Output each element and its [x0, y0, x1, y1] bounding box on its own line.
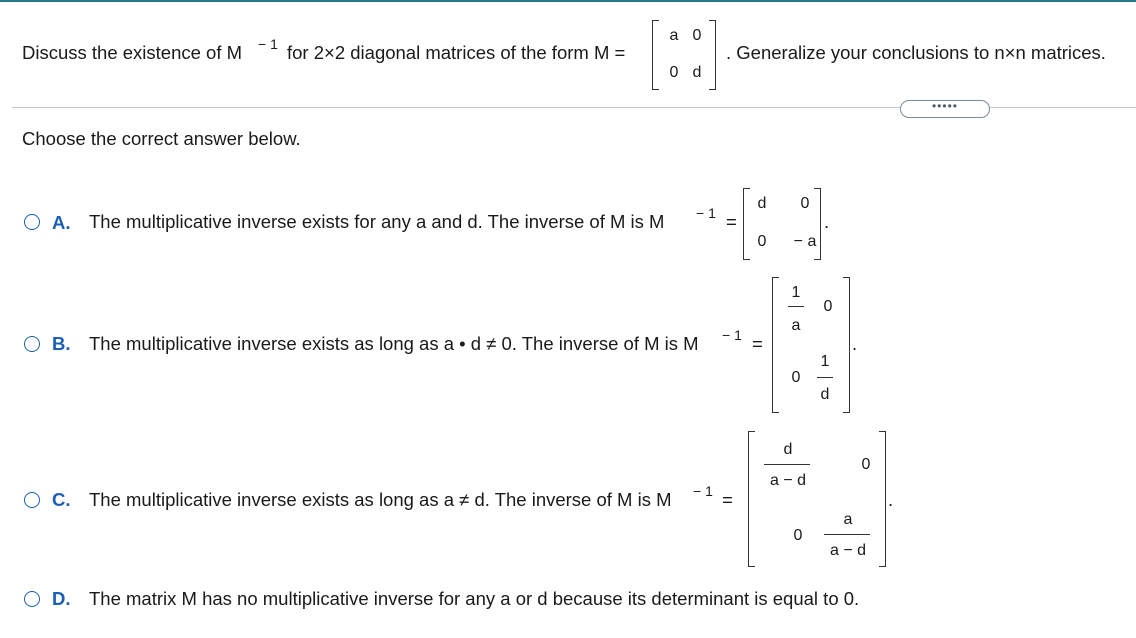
more-options-button[interactable]: •••••: [900, 100, 990, 118]
matrix-left-bracket: [748, 431, 755, 567]
trailing-period: .: [888, 489, 894, 510]
question-text-part1: Discuss the existence of M: [22, 42, 243, 63]
matrix-right-bracket: [879, 431, 886, 567]
matrix-right-bracket: [843, 277, 850, 413]
equals-sign: =: [726, 211, 737, 232]
fraction-numerator: a: [843, 511, 853, 528]
question-text-part3: . Generalize your conclusions to n×n matrices.: [726, 42, 1106, 63]
radio-button-b[interactable]: [24, 336, 40, 352]
option-letter: B.: [52, 333, 71, 354]
matrix-cell: 0: [692, 27, 702, 44]
question-superscript: − 1: [258, 36, 278, 52]
fraction-numerator: 1: [791, 284, 801, 301]
option-letter: D.: [52, 588, 71, 609]
question-text-part2: for 2×2 diagonal matrices of the form M =: [287, 42, 626, 63]
matrix-left-bracket: [652, 20, 659, 90]
matrix-left-bracket: [772, 277, 779, 413]
matrix-cell: d: [692, 64, 702, 81]
option-letter: A.: [52, 212, 71, 233]
matrix-cell: 0: [823, 298, 833, 315]
option-superscript: − 1: [722, 327, 742, 343]
radio-button-c[interactable]: [24, 492, 40, 508]
fraction-denominator: a − d: [829, 542, 867, 559]
top-accent-line: [0, 0, 1136, 2]
fraction-numerator: d: [783, 441, 793, 458]
matrix-cell: 0: [757, 233, 767, 250]
option-text: The multiplicative inverse exists for any a and d. The inverse of M is M: [89, 211, 665, 232]
instruction-text: Choose the correct answer below.: [22, 128, 301, 149]
trailing-period: .: [824, 211, 830, 232]
matrix-cell: 0: [800, 195, 810, 212]
fraction-denominator: a − d: [769, 472, 807, 489]
matrix-cell: 0: [791, 369, 801, 386]
radio-button-d[interactable]: [24, 591, 40, 607]
option-letter: C.: [52, 489, 71, 510]
fraction-denominator: d: [820, 386, 830, 403]
option-superscript: − 1: [693, 483, 713, 499]
matrix-cell: 0: [669, 64, 679, 81]
matrix-left-bracket: [743, 188, 750, 260]
fraction-bar: [817, 377, 833, 378]
matrix-cell: − a: [793, 233, 817, 250]
option-text: The multiplicative inverse exists as long as a • d ≠ 0. The inverse of M is M: [89, 333, 699, 354]
matrix-right-bracket: [814, 188, 821, 260]
option-superscript: − 1: [696, 205, 716, 221]
matrix-right-bracket: [709, 20, 716, 90]
fraction-denominator: a: [791, 317, 801, 334]
fraction-bar: [788, 306, 804, 307]
equals-sign: =: [722, 489, 733, 510]
radio-button-a[interactable]: [24, 214, 40, 230]
option-text: The matrix M has no multiplicative inverse for any a or d because its determinant is equal to 0.: [89, 588, 860, 609]
option-text: The multiplicative inverse exists as long as a ≠ d. The inverse of M is M: [89, 489, 672, 510]
equals-sign: =: [752, 333, 763, 354]
fraction-numerator: 1: [820, 353, 830, 370]
matrix-cell: a: [669, 27, 679, 44]
matrix-cell: 0: [861, 456, 871, 473]
matrix-cell: 0: [793, 527, 803, 544]
fraction-bar: [764, 464, 810, 465]
fraction-bar: [824, 534, 870, 535]
trailing-period: .: [852, 333, 858, 354]
matrix-cell: d: [757, 195, 767, 212]
